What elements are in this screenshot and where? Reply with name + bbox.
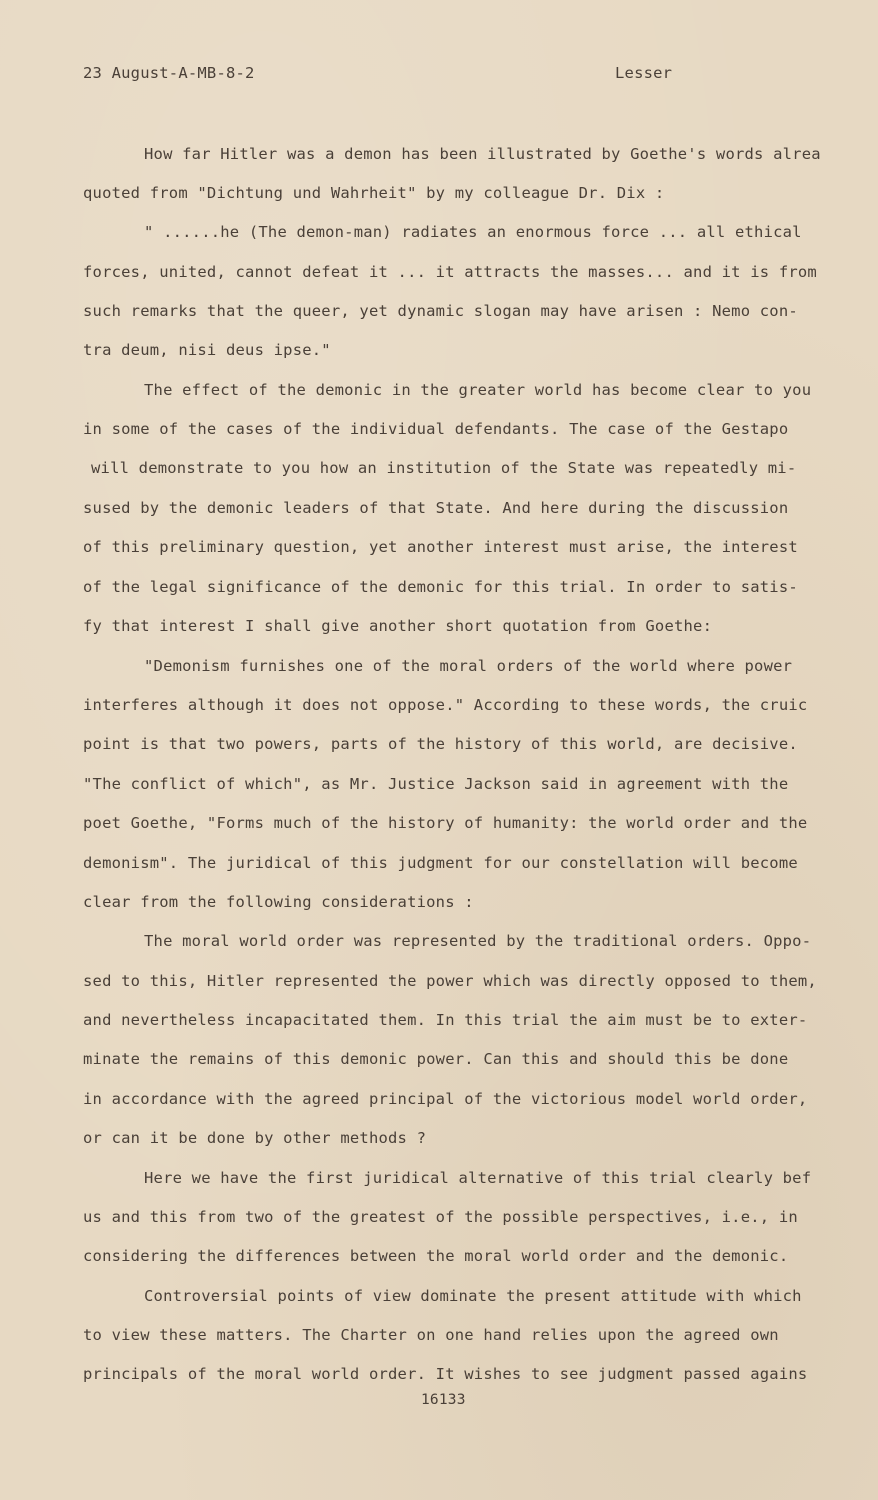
text-line: How far Hitler was a demon has been illustrated by Goethe's words alrea: [144, 145, 821, 163]
text-line: poet Goethe, "Forms much of the history of humanity: the world order and the: [83, 814, 808, 832]
text-line: sused by the demonic leaders of that State. And here during the discussion: [83, 499, 789, 517]
text-line: "The conflict of which", as Mr. Justice Jackson said in agreement with the: [83, 775, 789, 793]
text-line: principals of the moral world order. It wishes to see judgment passed agains: [83, 1365, 808, 1383]
text-line: "Demonism furnishes one of the moral orders of the world where power: [144, 657, 793, 675]
text-line: clear from the following considerations :: [83, 893, 474, 911]
text-line: forces, united, cannot defeat it ... it attracts the masses... and it is from: [83, 263, 817, 281]
document-reference: 23 August-A-MB-8-2: [83, 64, 255, 82]
text-line: considering the differences between the moral world order and the demonic.: [83, 1247, 789, 1265]
text-line: of the legal significance of the demonic for this trial. In order to satis-: [83, 578, 798, 596]
text-line: in some of the cases of the individual defendants. The case of the Gestapo: [83, 420, 789, 438]
text-line: and nevertheless incapacitated them. In this trial the aim must be to exter-: [83, 1011, 808, 1029]
page-number: 16133: [421, 1392, 466, 1408]
text-line: fy that interest I shall give another short quotation from Goethe:: [83, 617, 713, 635]
text-line: sed to this, Hitler represented the power which was directly opposed to them,: [83, 972, 817, 990]
text-line: quoted from "Dichtung und Wahrheit" by my colleague Dr. Dix :: [83, 184, 665, 202]
text-line: in accordance with the agreed principal of the victorious model world order,: [83, 1090, 808, 1108]
text-line: The moral world order was represented by the traditional orders. Oppo-: [144, 932, 812, 950]
text-line: such remarks that the queer, yet dynamic slogan may have arisen : Nemo con-: [83, 302, 798, 320]
text-line: or can it be done by other methods ?: [83, 1129, 427, 1147]
text-line: The effect of the demonic in the greater world has become clear to you: [144, 381, 812, 399]
text-line: tra deum, nisi deus ipse.": [83, 341, 331, 359]
text-line: interferes although it does not oppose." According to these words, the cruic: [83, 696, 808, 714]
speaker-name: Lesser: [615, 64, 673, 82]
page-header: [83, 64, 818, 88]
text-line: point is that two powers, parts of the history of this world, are decisive.: [83, 735, 798, 753]
text-line: Here we have the first juridical alternative of this trial clearly bef: [144, 1169, 812, 1187]
text-line: Controversial points of view dominate the present attitude with which: [144, 1287, 802, 1305]
text-line: to view these matters. The Charter on one hand relies upon the agreed own: [83, 1326, 779, 1344]
text-line: will demonstrate to you how an institution of the State was repeatedly mi-: [91, 459, 797, 477]
text-line: demonism". The juridical of this judgment for our constellation will become: [83, 854, 798, 872]
text-line: us and this from two of the greatest of the possible perspectives, i.e., in: [83, 1208, 798, 1226]
text-line: of this preliminary question, yet another interest must arise, the interest: [83, 538, 798, 556]
text-line: " ......he (The demon-man) radiates an enormous force ... all ethical: [144, 223, 802, 241]
text-line: minate the remains of this demonic power. Can this and should this be done: [83, 1050, 789, 1068]
